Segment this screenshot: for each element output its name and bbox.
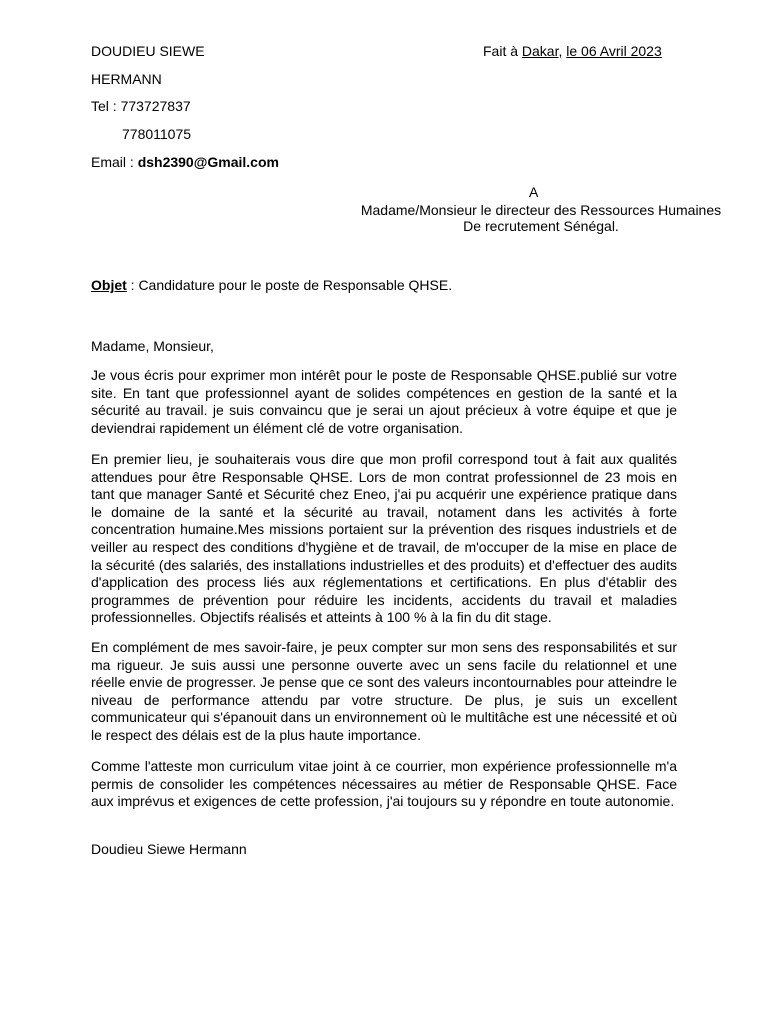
sender-tel (91, 98, 191, 116)
recipient-line2: De recrutement Sénégal. (463, 218, 619, 234)
salutation: Madame, Monsieur, (91, 338, 214, 354)
sender-email (91, 154, 279, 172)
object-line (91, 277, 452, 295)
object-text: : Candidature pour le poste de Responsable QHSE. (126, 277, 453, 293)
paragraph-1: Je vous écris pour exprimer mon intérêt pour le poste de Responsable QHSE.publié sur votre site. En tant que professionnel ayant de solides compétences en gestion de la santé et la sécurité au travail. je suis convaincu que je serai un ajout précieux à votre équipe et que je deviendrai rapidement un élément clé de votre organisation. (91, 367, 677, 436)
object-label: Objet (91, 277, 127, 293)
sender-name-line1: DOUDIEU SIEWE (91, 43, 205, 59)
recipient-line1: Madame/Monsieur le directeur des Ressources Humaines (360, 202, 722, 218)
signature-name: Doudieu Siewe Hermann (91, 841, 247, 857)
recipient-a: A (529, 184, 539, 200)
sender-name-line2: HERMANN (91, 71, 162, 87)
place-prefix: Fait à (483, 43, 522, 59)
email-label: Email : (91, 154, 138, 170)
paragraph-2: En premier lieu, je souhaiterais vous dire que mon profil correspond tout à fait aux qualités attendues pour être Responsable QHSE. Lors de mon contrat professionnel de 23 mois en tant que manager Santé et Sécurité chez Eneo, j'ai pu acquérir une expérience pratique dans le domaine de la santé et la sécurité au travail, notament dans les activités à forte concentration humaine.Mes missions portaient sur la prévention des risques industriels et de veiller au respect des conditions d'hygiène et de travail, de m'occuper de la mise en place de la sécurité (des salariés, des installations industrielles et des produits) et d'effectuer des audits d'application des process liés aux réglementations et certifications. En plus d'établir des programmes de prévention pour réduire les incidents, accidents du travail et maladies professionnelles. Objectifs réalisés et atteints à 100 % à la fin du dit stage. (91, 451, 677, 626)
email-address: dsh2390@Gmail.com (137, 154, 279, 170)
tel-number-2: 778011075 (122, 126, 192, 142)
place-date (483, 43, 662, 61)
tel-number-1: 773727837 (120, 98, 191, 114)
place-city: Dakar (521, 43, 559, 59)
paragraph-4: Comme l'atteste mon curriculum vitae joint à ce courrier, mon expérience professionnelle m'a permis de consolider les compétences nécessaires au métier de Responsable QHSE. Face aux imprévus et exigences de cette profession, j'ai toujours su y répondre en toute autonomie. (91, 758, 677, 810)
tel-label: Tel : (91, 98, 121, 114)
letter-date: le 06 Avril 2023 (566, 43, 662, 59)
place-sep: , (558, 43, 567, 59)
paragraph-3: En complément de mes savoir-faire, je peux compter sur mon sens des responsabilités et sur ma rigueur. Je suis aussi une personne ouverte avec un sens facile du relationnel et une réelle envie de progresser. Je pense que ce sont des valeurs incontournables pour atteindre le niveau de performance attendu par votre structure. De plus, je suis un excellent communicateur qui s'épanouit dans un environnement où le multitâche est une nécessité et où le respect des délais est de la plus haute importance. (91, 639, 677, 743)
